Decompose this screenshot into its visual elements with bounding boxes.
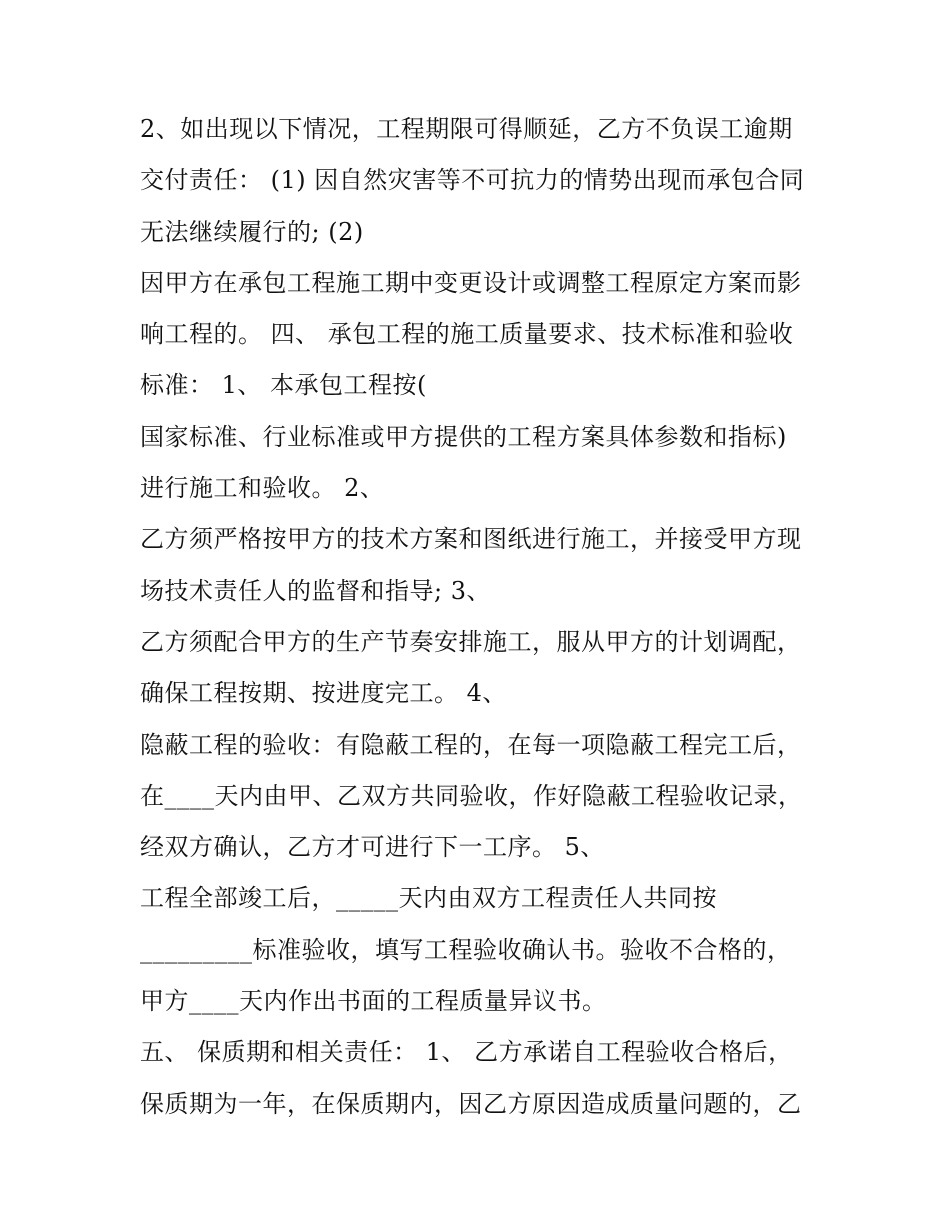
text-line-3: 无法继续履行的; (2) [140,217,364,246]
text-line-17: _________标准验收，填写工程验收确认书。验收不合格的， [140,935,792,964]
contract-text-body [140,104,830,1130]
text-line-5: 响工程的。 四、 承包工程的施工质量要求、技术标准和验收 [140,320,794,349]
text-line-13: 隐蔽工程的验收：有隐蔽工程的，在每一项隐蔽工程完工后， [140,730,802,759]
text-line-16: 工程全部竣工后，_____天内由双方工程责任人共同按 [140,884,717,913]
text-line-15: 经双方确认，乙方才可进行下一工序。 5、 [140,833,605,862]
text-line-2: 交付责任： (1) 因自然灾害等不可抗力的情势出现而承包合同 [140,166,805,195]
text-line-10: 场技术责任人的监督和指导; 3、 [140,576,491,605]
text-line-9: 乙方须严格按甲方的技术方案和图纸进行施工，并接受甲方现 [140,525,802,554]
text-line-14: 在____天内由甲、乙双方共同验收，作好隐蔽工程验收记录， [140,781,803,810]
text-line-19: 五、 保质期和相关责任： 1、 乙方承诺自工程验收合格后， [140,1038,793,1067]
text-line-18: 甲方____天内作出书面的工程质量异议书。 [140,987,607,1016]
text-line-6: 标准： 1、 本承包工程按( [140,371,427,400]
text-line-8: 进行施工和验收。 2、 [140,474,385,503]
text-line-7: 国家标准、行业标准或甲方提供的工程方案具体参数和指标) [140,422,787,451]
text-line-11: 乙方须配合甲方的生产节奏安排施工，服从甲方的计划调配， [140,627,802,656]
text-line-4: 因甲方在承包工程施工期中变更设计或调整工程原定方案而影 [140,268,802,297]
text-line-12: 确保工程按期、按进度完工。 4、 [140,679,507,708]
text-line-20: 保质期为一年，在保质期内，因乙方原因造成质量问题的，乙 [140,1089,802,1118]
text-line-1: 2、如出现以下情况，工程期限可得顺延，乙方不负误工逾期 [140,115,793,143]
